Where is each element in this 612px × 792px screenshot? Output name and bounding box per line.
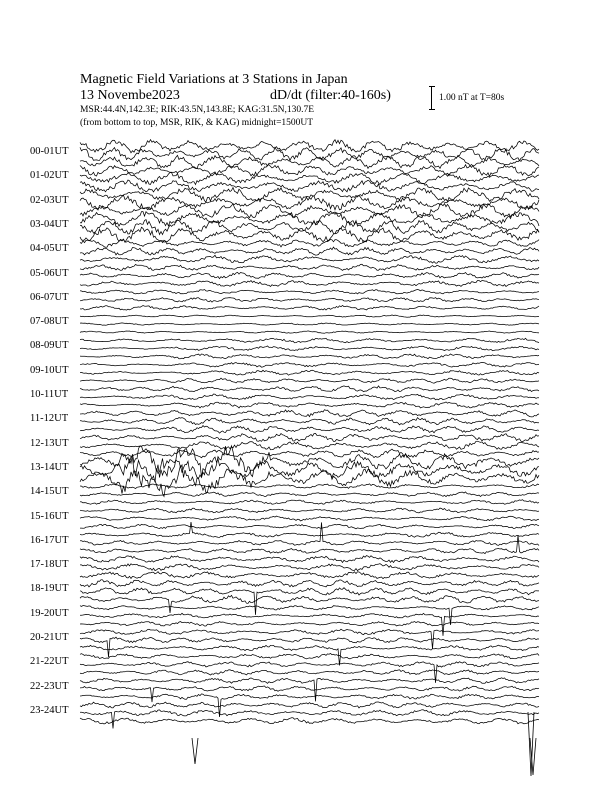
trace-msr-07-08UT	[80, 331, 539, 333]
hour-label: 03-04UT	[30, 218, 69, 230]
order-line: (from bottom to top, MSR, RIK, & KAG) midnight=1500UT	[80, 118, 314, 128]
trace-rik-23-24UT	[80, 710, 539, 729]
trace-msr-04-05UT	[80, 255, 539, 263]
hour-label: 00-01UT	[30, 146, 69, 157]
trace-msr-11-12UT	[80, 426, 539, 434]
hour-label: 14-15UT	[30, 486, 69, 498]
trace-msr-01-02UT	[80, 180, 539, 192]
trace-kag-05-06UT	[80, 264, 539, 270]
trace-msr-00-01UT	[80, 155, 539, 168]
hour-label: 08-09UT	[30, 340, 69, 352]
trace-rik-22-23UT	[80, 686, 539, 702]
trace-msr-16-17UT	[80, 535, 539, 554]
trace-rik-15-16UT	[80, 516, 539, 521]
hour-label: 01-02UT	[30, 170, 69, 182]
trace-rik-07-08UT	[80, 323, 539, 325]
trace-kag-15-16UT	[80, 508, 539, 513]
hour-label: 12-13UT	[30, 437, 69, 449]
trace-msr-08-09UT	[80, 354, 539, 359]
trace-msr-09-10UT	[80, 378, 539, 383]
trace-kag-21-22UT	[80, 654, 539, 659]
hour-label: 07-08UT	[30, 316, 69, 328]
trace-kag-01-02UT	[80, 165, 539, 177]
hour-label: 16-17UT	[30, 534, 69, 546]
trace-rik-01-02UT	[80, 172, 539, 184]
trace-kag-13-14UT	[80, 446, 539, 478]
hour-label: 17-18UT	[30, 559, 69, 571]
spike-mark	[192, 738, 198, 764]
trace-rik-12-13UT	[80, 441, 539, 450]
trace-kag-12-13UT	[80, 433, 539, 441]
chart-title: Magnetic Field Variations at 3 Stations in Japan	[80, 72, 348, 87]
trace-rik-17-18UT	[80, 564, 539, 571]
trace-kag-09-10UT	[80, 362, 539, 367]
hour-label: 13-14UT	[30, 461, 69, 473]
hour-label: 11-12UT	[30, 413, 69, 425]
trace-kag-03-04UT	[80, 212, 539, 227]
trace-msr-18-19UT	[80, 595, 539, 613]
trace-rik-16-17UT	[80, 522, 539, 545]
trace-msr-14-15UT	[80, 500, 539, 505]
trace-rik-05-06UT	[80, 272, 539, 278]
hour-label: 10-11UT	[30, 389, 69, 400]
hour-label: 02-03UT	[30, 194, 69, 206]
trace-kag-04-05UT	[80, 239, 539, 247]
trace-kag-06-07UT	[80, 290, 539, 294]
hour-label: 20-21UT	[30, 632, 69, 643]
trace-rik-04-05UT	[80, 247, 539, 255]
trace-kag-16-17UT	[80, 522, 539, 537]
trace-kag-18-19UT	[80, 580, 539, 587]
trace-rik-10-11UT	[80, 394, 539, 400]
trace-msr-15-16UT	[80, 524, 539, 529]
trace-rik-06-07UT	[80, 298, 539, 303]
hour-label: 09-10UT	[30, 364, 69, 376]
hour-label: 19-20UT	[30, 607, 69, 619]
trace-msr-23-24UT	[80, 718, 539, 724]
trace-kag-11-12UT	[80, 410, 539, 417]
hour-label: 22-23UT	[30, 680, 69, 692]
trace-msr-17-18UT	[80, 572, 539, 579]
trace-msr-06-07UT	[80, 306, 539, 311]
hour-label: 15-16UT	[30, 510, 69, 522]
trace-msr-05-06UT	[80, 281, 539, 287]
hour-label: 04-05UT	[30, 243, 69, 255]
trace-msr-21-22UT	[80, 670, 539, 675]
trace-rik-08-09UT	[80, 346, 539, 351]
component-label: dD/dt (filter:40-160s)	[270, 88, 391, 103]
hour-label: 23-24UT	[30, 704, 69, 716]
trace-rik-18-19UT	[80, 588, 539, 615]
trace-rik-03-04UT	[80, 220, 539, 235]
trace-rik-14-15UT	[80, 492, 539, 497]
trace-rik-00-01UT	[80, 147, 539, 160]
trace-rik-11-12UT	[80, 418, 539, 425]
trace-msr-19-20UT	[80, 622, 539, 627]
trace-msr-03-04UT	[80, 227, 539, 242]
trace-kag-23-24UT	[80, 702, 539, 708]
trace-msr-10-11UT	[80, 402, 539, 408]
trace-kag-07-08UT	[80, 315, 539, 317]
trace-kag-08-09UT	[80, 338, 539, 342]
trace-rik-02-03UT	[80, 195, 539, 210]
hour-label: 21-22UT	[30, 656, 69, 668]
trace-kag-10-11UT	[80, 386, 539, 392]
trace-kag-17-18UT	[80, 556, 539, 563]
hour-label: 05-06UT	[30, 267, 69, 279]
scale-label: 1.00 nT at T=80s	[439, 93, 505, 103]
date-label: 13 Novembe2023	[80, 88, 180, 103]
hour-label: 18-19UT	[30, 583, 69, 595]
stations-line: MSR:44.4N,142.3E; RIK:43.5N,143.8E; KAG:31.5N,130.7E	[80, 105, 315, 115]
trace-msr-02-03UT	[80, 204, 539, 218]
trace-rik-20-21UT	[80, 637, 539, 657]
trace-rik-09-10UT	[80, 370, 539, 375]
hour-label: 06-07UT	[30, 291, 69, 303]
